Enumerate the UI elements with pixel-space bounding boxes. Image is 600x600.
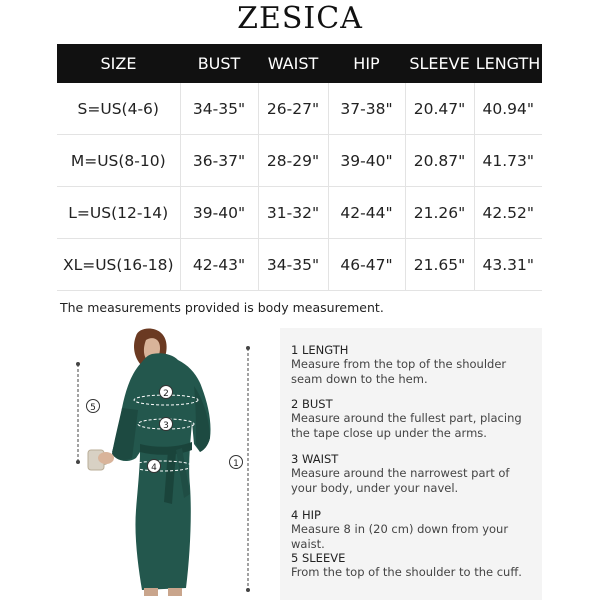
guide-title: 3 WAIST [291,452,339,466]
table-cell: 40.94" [474,83,542,135]
table-row [57,239,542,291]
svg-text:3: 3 [163,421,169,431]
table-cell: 34-35" [258,239,328,291]
model-figure [60,326,275,600]
table-cell: 26-27" [258,83,328,135]
table-cell: 41.73" [474,135,542,187]
table-cell: 37-38" [328,83,405,135]
guide-desc: seam down to the hem. [291,371,428,386]
table-cell: 21.26" [405,187,474,239]
marker-1 [230,456,243,470]
table-cell: M=US(8-10) [57,135,180,187]
table-cell: 39-40" [180,187,258,239]
table-cell: 36-37" [180,135,258,187]
brand-logo: ZESICA [237,1,363,36]
header-sleeve: SLEEVE [405,44,474,83]
table-cell: L=US(12-14) [57,187,180,239]
table-cell: 42.52" [474,187,542,239]
table-cell: S=US(4-6) [57,83,180,135]
guide-title: 4 HIP [291,508,321,522]
guide-title: 5 SLEEVE [291,551,346,565]
svg-text:4: 4 [151,463,157,473]
measurement-note: The measurements provided is body measurement. [60,300,384,315]
header-bust: BUST [180,44,258,83]
table-cell: 28-29" [258,135,328,187]
table-cell: 46-47" [328,239,405,291]
size-chart-table [57,44,542,291]
table-cell: 39-40" [328,135,405,187]
table-cell: 42-43" [180,239,258,291]
guide-desc: Measure 8 in (20 cm) down from your waist. [291,522,509,551]
table-header-row [57,44,542,83]
table-cell: 21.65" [405,239,474,291]
marker-3 [160,418,173,432]
guide-desc: Measure from the top of the shoulder [291,357,507,371]
table-cell: 20.87" [405,135,474,187]
table-row [57,187,542,239]
header-waist: WAIST [258,44,328,83]
guide-desc: the tape close up under the arms. [291,425,487,440]
guide-waist [291,452,536,495]
header-size: SIZE [57,44,180,83]
guide-desc: your body, under your navel. [291,480,459,495]
marker-2 [160,386,173,400]
svg-text:1: 1 [233,459,239,469]
guide-title: 1 LENGTH [291,343,349,357]
svg-text:5: 5 [90,403,96,413]
table-row [57,135,542,187]
guide-length [291,343,536,386]
guide-title: 2 BUST [291,397,333,411]
table-cell: XL=US(16-18) [57,239,180,291]
table-cell: 43.31" [474,239,542,291]
guide-desc: Measure around the fullest part, placing [291,411,522,425]
guide-sleeve [291,551,536,580]
header-hip: HIP [328,44,405,83]
table-row [57,83,542,135]
table-cell: 34-35" [180,83,258,135]
table-cell: 20.47" [405,83,474,135]
guide-desc: From the top of the shoulder to the cuff. [291,565,522,579]
guide-desc: Measure around the narrowest part of [291,466,510,480]
guide-bust [291,397,536,440]
guide-hip [291,508,536,551]
table-cell: 31-32" [258,187,328,239]
marker-5 [87,400,100,414]
header-length: LENGTH [474,44,542,83]
svg-text:2: 2 [163,389,169,399]
table-cell: 42-44" [328,187,405,239]
marker-4 [148,460,161,474]
